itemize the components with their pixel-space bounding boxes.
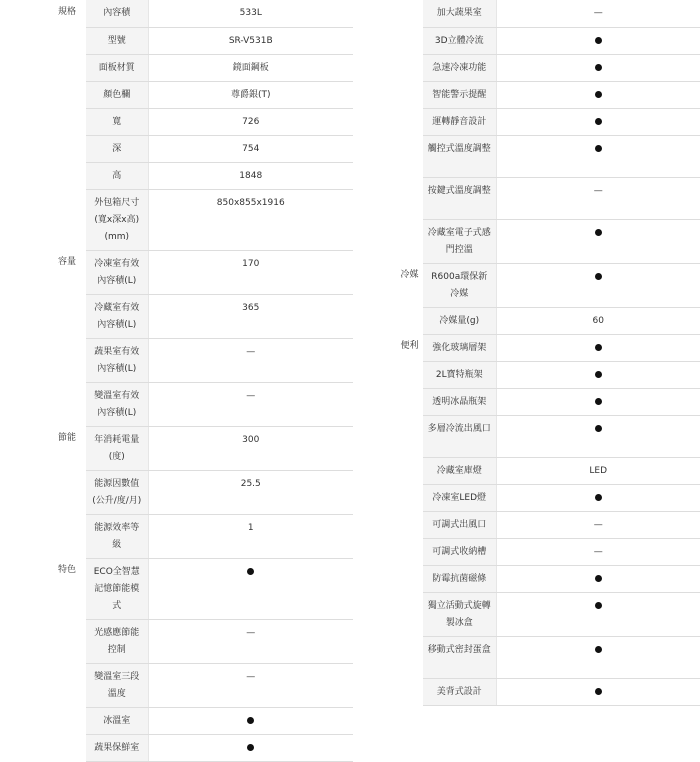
spec-row [48,558,353,619]
spec-label: 急速冷凍功能 [423,55,496,81]
spec-table-right-body [396,0,700,705]
spec-group-label: 特色 [48,558,86,619]
spec-value-cell [148,27,353,54]
spec-value-cell [148,162,353,189]
spec-row [396,81,700,108]
bullet-dot-icon [247,744,254,751]
spec-value-cell [148,734,353,761]
spec-label: 防霉抗菌磁條 [423,566,496,592]
spec-row [396,334,700,361]
spec-label-cell [86,707,148,734]
spec-label: 多層冷流出風口 [423,416,496,442]
spec-group-label [396,565,423,592]
spec-value-cell [148,54,353,81]
spec-label-cell [86,54,148,81]
spec-value-cell [148,189,353,250]
dash-value: — [497,178,700,204]
spec-value: 365 [149,295,354,321]
spec-value-cell [496,81,700,108]
spec-value-cell [496,219,700,263]
spec-table-left [48,0,353,762]
spec-row [396,263,700,307]
spec-label-cell [86,189,148,250]
spec-group-label [396,361,423,388]
spec-label-cell [423,135,496,177]
spec-label-cell [86,135,148,162]
dash-value: — [497,539,700,565]
spec-label: 獨立活動式旋轉製冰盒 [423,593,496,636]
spec-label-cell [423,538,496,565]
spec-value: SR-V531B [149,28,354,54]
spec-group-label [396,307,423,334]
spec-group-label [396,592,423,636]
spec-label: 深 [86,136,148,162]
spec-label-cell [86,558,148,619]
bullet-dot-icon [595,398,602,405]
spec-label: 能源因數值(公升/度/月) [86,471,148,514]
spec-label-cell [423,636,496,678]
spec-row [396,307,700,334]
spec-group-label [48,514,86,558]
spec-group-label [396,27,423,54]
spec-row [396,538,700,565]
spec-group-label [396,54,423,81]
spec-value-cell [496,484,700,511]
spec-row [48,734,353,761]
spec-label-cell [423,334,496,361]
spec-label-cell [423,415,496,457]
spec-value: 300 [149,427,354,453]
bullet-dot-icon [595,575,602,582]
spec-value: 850x855x1916 [149,190,354,216]
spec-group-label [396,511,423,538]
bullet-dot-icon [595,118,602,125]
spec-value-cell [148,0,353,27]
spec-label-cell [86,250,148,294]
spec-label-cell [423,177,496,219]
spec-label-cell [86,734,148,761]
spec-label: 顏色欄 [86,82,148,108]
spec-label-cell [86,81,148,108]
spec-label: 可調式出風口 [423,512,496,538]
spec-label-cell [423,54,496,81]
spec-value-cell [148,470,353,514]
spec-value-cell [148,108,353,135]
bullet-dot-icon [595,273,602,280]
spec-label: 光感應節能控制 [86,620,148,663]
spec-table-right [396,0,700,706]
dash-value: — [149,383,354,409]
spec-row [396,388,700,415]
spec-group-label [396,108,423,135]
spec-value-cell [496,538,700,565]
spec-group-label [48,189,86,250]
spec-label-cell [423,263,496,307]
spec-group-label [48,81,86,108]
spec-row [48,470,353,514]
bullet-dot-icon [247,717,254,724]
spec-label: 冷藏室有效內容積(L) [86,295,148,338]
spec-label: 智能警示提醒 [423,82,496,108]
spec-value-cell [496,678,700,705]
spec-group-label [48,108,86,135]
spec-row [396,27,700,54]
bullet-dot-icon [595,494,602,501]
spec-row [48,294,353,338]
spec-label-cell [423,484,496,511]
spec-value-cell [496,565,700,592]
spec-value-cell [148,135,353,162]
spec-value-cell [148,338,353,382]
spec-value-cell [148,81,353,108]
spec-label: 高 [86,163,148,189]
spec-label: 按鍵式溫度調整 [423,178,496,204]
spec-label: 移動式密封蛋盒 [423,637,496,663]
spec-label-cell [423,388,496,415]
spec-row [48,189,353,250]
spec-group-label [48,135,86,162]
spec-group-label [48,294,86,338]
spec-row [396,0,700,27]
spec-value: 尊爵銀(T) [149,82,354,108]
spec-group-label [396,81,423,108]
spec-value-cell [148,382,353,426]
spec-label: 2L寶特瓶架 [423,362,496,388]
spec-row [48,27,353,54]
spec-row [48,54,353,81]
spec-value-cell [148,619,353,663]
dash-value: — [149,339,354,365]
spec-group-label [396,538,423,565]
spec-value: 1848 [149,163,354,189]
spec-row [48,108,353,135]
spec-label-cell [423,108,496,135]
spec-label-cell [86,514,148,558]
spec-row [396,135,700,177]
spec-row [48,81,353,108]
spec-row [48,250,353,294]
spec-label: 外包箱尺寸(寬x深x高)(mm) [86,190,148,250]
spec-value-cell [496,388,700,415]
spec-value-cell [148,294,353,338]
spec-label-cell [86,27,148,54]
spec-group-label: 便利 [396,334,423,361]
spec-group-label: 容量 [48,250,86,294]
spec-row [396,177,700,219]
spec-label-cell [423,457,496,484]
spec-value-cell [148,514,353,558]
spec-label: 蔬果保鮮室 [86,735,148,761]
spec-label-cell [423,307,496,334]
spec-label-cell [86,663,148,707]
spec-label-cell [423,678,496,705]
spec-label-cell [86,294,148,338]
dash-value: — [149,620,354,646]
spec-value-cell [496,108,700,135]
bullet-dot-icon [595,37,602,44]
spec-value-cell [496,457,700,484]
bullet-dot-icon [595,344,602,351]
bullet-dot-icon [595,64,602,71]
spec-label-cell [423,565,496,592]
spec-label: R600a環保新冷媒 [423,264,496,307]
spec-row [48,382,353,426]
spec-label-cell [423,27,496,54]
spec-label-cell [86,338,148,382]
spec-row [48,0,353,27]
spec-row [48,619,353,663]
spec-label-cell [86,162,148,189]
spec-label: 加大蔬果室 [423,0,496,26]
spec-value-cell [496,0,700,27]
spec-row [48,338,353,382]
spec-row [396,457,700,484]
spec-row [396,54,700,81]
spec-value: 鏡面鋼板 [149,55,354,81]
bullet-dot-icon [595,371,602,378]
spec-value-cell [148,250,353,294]
spec-label-cell [423,81,496,108]
spec-label: 變溫室有效內容積(L) [86,383,148,426]
spec-label: 可調式收納槽 [423,539,496,565]
bullet-dot-icon [595,145,602,152]
spec-value-cell [496,135,700,177]
spec-group-label [396,219,423,263]
spec-value: 754 [149,136,354,162]
spec-row [48,514,353,558]
spec-value-cell [148,663,353,707]
spec-row [48,426,353,470]
spec-label: ECO全智慧記憶節能模式 [86,559,148,619]
spec-row [396,108,700,135]
spec-row [396,415,700,457]
spec-label-cell [423,0,496,27]
spec-label: 3D立體冷流 [423,28,496,54]
spec-group-label [48,734,86,761]
spec-group-label: 規格 [48,0,86,27]
spec-value-cell [148,707,353,734]
dash-value: — [497,512,700,538]
spec-label: 變溫室三段溫度 [86,664,148,707]
spec-value: 726 [149,109,354,135]
spec-label: 能源效率等級 [86,515,148,558]
spec-group-label: 冷媒 [396,263,423,307]
spec-row [396,361,700,388]
spec-label: 面板材質 [86,55,148,81]
spec-label: 透明冰晶瓶架 [423,389,496,415]
spec-row [48,663,353,707]
spec-row [396,565,700,592]
spec-table-left-body [48,0,353,761]
spec-value: 60 [497,308,700,334]
spec-value: 533L [149,0,354,26]
spec-label-cell [86,470,148,514]
spec-value-cell [496,592,700,636]
bullet-dot-icon [595,425,602,432]
spec-group-label [396,636,423,678]
spec-label-cell [86,426,148,470]
spec-value-cell [496,307,700,334]
spec-row [396,636,700,678]
spec-row [48,135,353,162]
spec-label: 強化玻璃層架 [423,335,496,361]
spec-group-label [396,177,423,219]
spec-value-cell [496,54,700,81]
spec-group-label [48,162,86,189]
spec-group-label [396,388,423,415]
spec-group-label [396,415,423,457]
spec-group-label [48,54,86,81]
spec-group-label [396,678,423,705]
bullet-dot-icon [595,91,602,98]
spec-label: 運轉靜音設計 [423,109,496,135]
spec-row [396,219,700,263]
spec-label: 冷藏室電子式感門控溫 [423,220,496,263]
spec-label: 冷藏室庫燈 [423,458,496,484]
spec-row [396,592,700,636]
spec-label: 內容積 [86,0,148,26]
spec-label-cell [86,0,148,27]
spec-value: 25.5 [149,471,354,497]
spec-label: 冰溫室 [86,708,148,734]
spec-label: 寬 [86,109,148,135]
spec-value-cell [148,558,353,619]
spec-value-cell [496,415,700,457]
spec-group-label [48,663,86,707]
spec-group-label [48,619,86,663]
spec-label-cell [423,511,496,538]
spec-label-cell [423,361,496,388]
spec-value-cell [496,511,700,538]
spec-label: 型號 [86,28,148,54]
spec-label: 蔬果室有效內容積(L) [86,339,148,382]
spec-group-label: 節能 [48,426,86,470]
spec-value-cell [496,263,700,307]
spec-value-cell [496,636,700,678]
spec-group-label [48,470,86,514]
spec-row [48,707,353,734]
spec-label-cell [86,108,148,135]
spec-group-label [48,338,86,382]
bullet-dot-icon [247,568,254,575]
spec-group-label [48,382,86,426]
spec-label-cell [423,219,496,263]
spec-group-label [396,457,423,484]
spec-group-label [396,0,423,27]
spec-row [48,162,353,189]
spec-label: 年消耗電量(度) [86,427,148,470]
spec-label: 冷凍室LED燈 [423,485,496,511]
spec-row [396,511,700,538]
spec-label: 冷媒量(g) [423,308,496,334]
spec-label-cell [86,382,148,426]
spec-group-label [48,27,86,54]
dash-value: — [149,664,354,690]
spec-value: LED [497,458,700,484]
bullet-dot-icon [595,688,602,695]
dash-value: — [497,0,700,26]
spec-value: 1 [149,515,354,541]
spec-row [396,484,700,511]
spec-value: 170 [149,251,354,277]
spec-group-label [396,135,423,177]
bullet-dot-icon [595,229,602,236]
spec-label: 冷凍室有效內容積(L) [86,251,148,294]
bullet-dot-icon [595,646,602,653]
spec-group-label [48,707,86,734]
spec-value-cell [148,426,353,470]
spec-value-cell [496,361,700,388]
spec-group-label [396,484,423,511]
spec-value-cell [496,334,700,361]
spec-label: 觸控式溫度調整 [423,136,496,162]
spec-label-cell [423,592,496,636]
spec-value-cell [496,177,700,219]
bullet-dot-icon [595,602,602,609]
spec-row [396,678,700,705]
spec-label-cell [86,619,148,663]
spec-label: 美背式設計 [423,679,496,705]
spec-value-cell [496,27,700,54]
